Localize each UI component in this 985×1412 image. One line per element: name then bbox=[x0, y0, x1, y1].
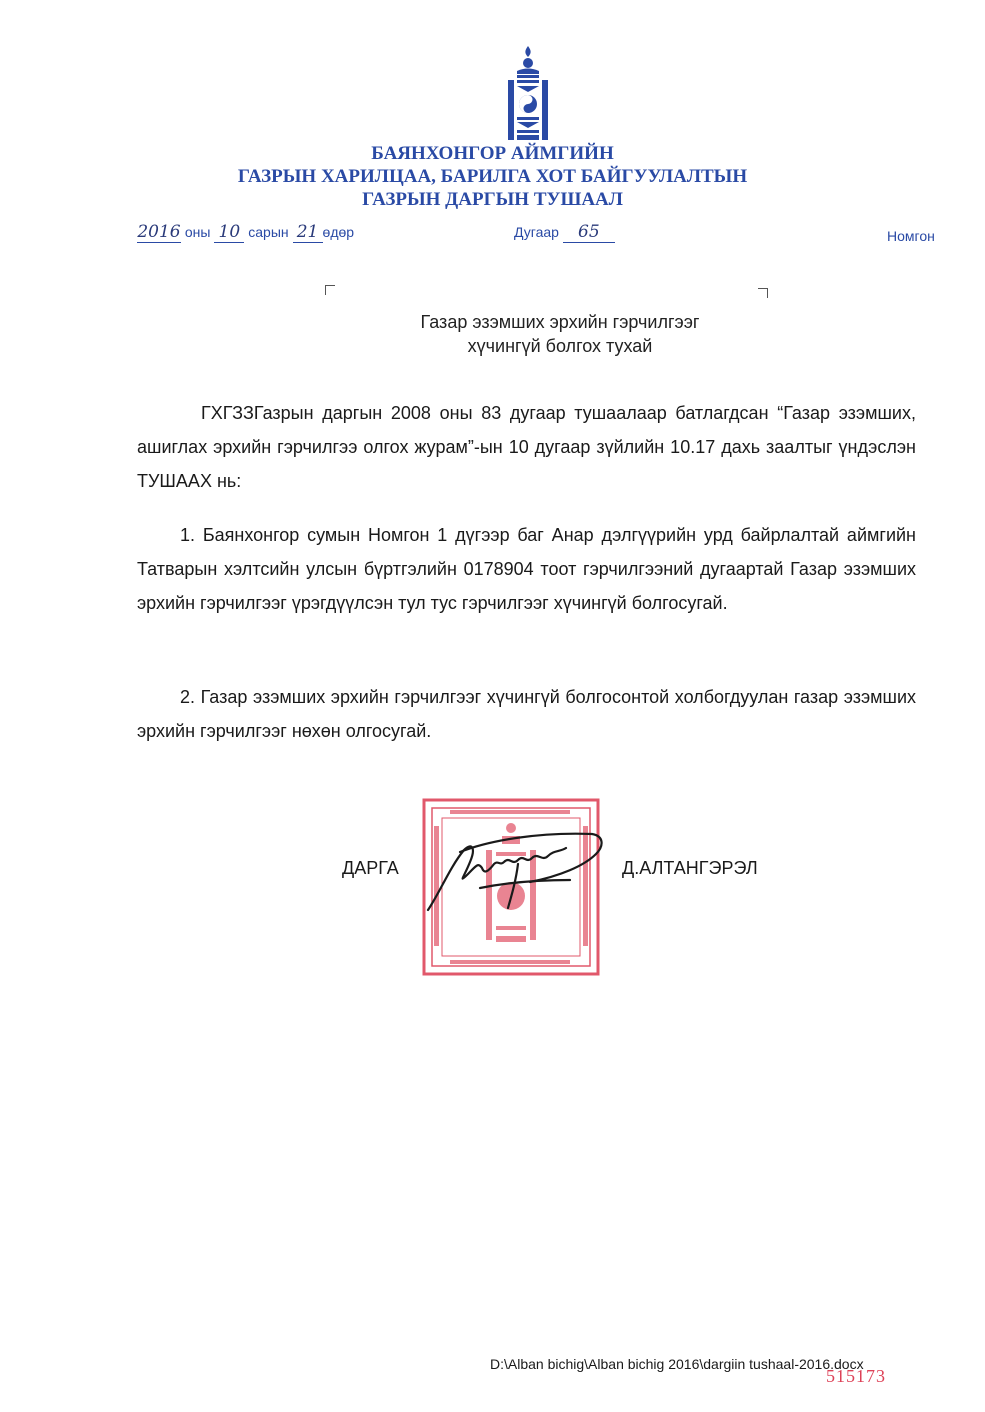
day-value: 21 bbox=[293, 222, 323, 243]
subject-line1: Газар эзэмших эрхийн гэрчилгээг bbox=[420, 312, 700, 332]
document-type-title: ГАЗРЫН ДАРГЫН ТУШААЛ bbox=[362, 189, 623, 210]
number-line bbox=[514, 222, 615, 243]
subject-line2: хүчингүй болгох тухай bbox=[467, 336, 653, 356]
org-name-line1: БАЯНХОНГОР АЙМГИЙН bbox=[371, 143, 614, 164]
subject-corner-left bbox=[325, 285, 335, 295]
number-label: Дугаар bbox=[514, 224, 559, 240]
soyombo-emblem-icon bbox=[502, 44, 554, 144]
serial-number: 515173 bbox=[826, 1366, 886, 1386]
signer-name: Д.АЛТАНГЭРЭЛ bbox=[622, 858, 758, 878]
year-value: 2016 bbox=[137, 222, 181, 242]
day-suffix: өдөр bbox=[322, 224, 355, 240]
file-path-footer: D:\Alban bichig\Alban bichig 2016\dargiin tushaal-2016.docx bbox=[490, 1356, 864, 1372]
number-value: 65 bbox=[563, 222, 615, 243]
order-item-2: 2. Газар эзэмших эрхийн гэрчилгээг хүчингүй болгосонтой холбогдуулан газар эзэмших эрхийн гэрчилгээг нөхөн олгосугай. bbox=[137, 687, 916, 741]
order-item-1: 1. Баянхонгор сумын Номгон 1 дүгээр баг Анар дэлгүүрийн урд байрлалтай аймгийн Татварын хэлтсийн улсын бүртгэлийн 0178904 тоот гэрчилгээний дугаартай Газар эзэмших эрхийн гэрчилгээг үрэгдүүлсэн тул тус гэрчилгээг хүчингүй болгосугай. bbox=[137, 525, 916, 613]
month-value: 10 bbox=[214, 222, 244, 243]
date-line bbox=[137, 222, 354, 243]
subject-corner-right bbox=[758, 288, 768, 298]
preamble-paragraph: ГХГЗЗГазрын даргын 2008 оны 83 дугаар тушаалаар батлагдсан “Газар эзэмших, ашиглах эрхийн гэрчилгээ олгох журам”-ын 10 дугаар зүйлийн 10.17 дахь заалтыг үндэслэн ТУШААХ нь: bbox=[137, 403, 916, 491]
signature-icon bbox=[420, 822, 610, 917]
signer-role: ДАРГА bbox=[342, 858, 399, 878]
year-suffix: оны bbox=[184, 224, 211, 240]
org-name-line2: ГАЗРЫН ХАРИЛЦАА, БАРИЛГА ХОТ БАЙГУУЛАЛТЫН bbox=[237, 166, 748, 187]
month-suffix: сарын bbox=[248, 224, 289, 240]
city-name: Номгон bbox=[887, 228, 935, 244]
